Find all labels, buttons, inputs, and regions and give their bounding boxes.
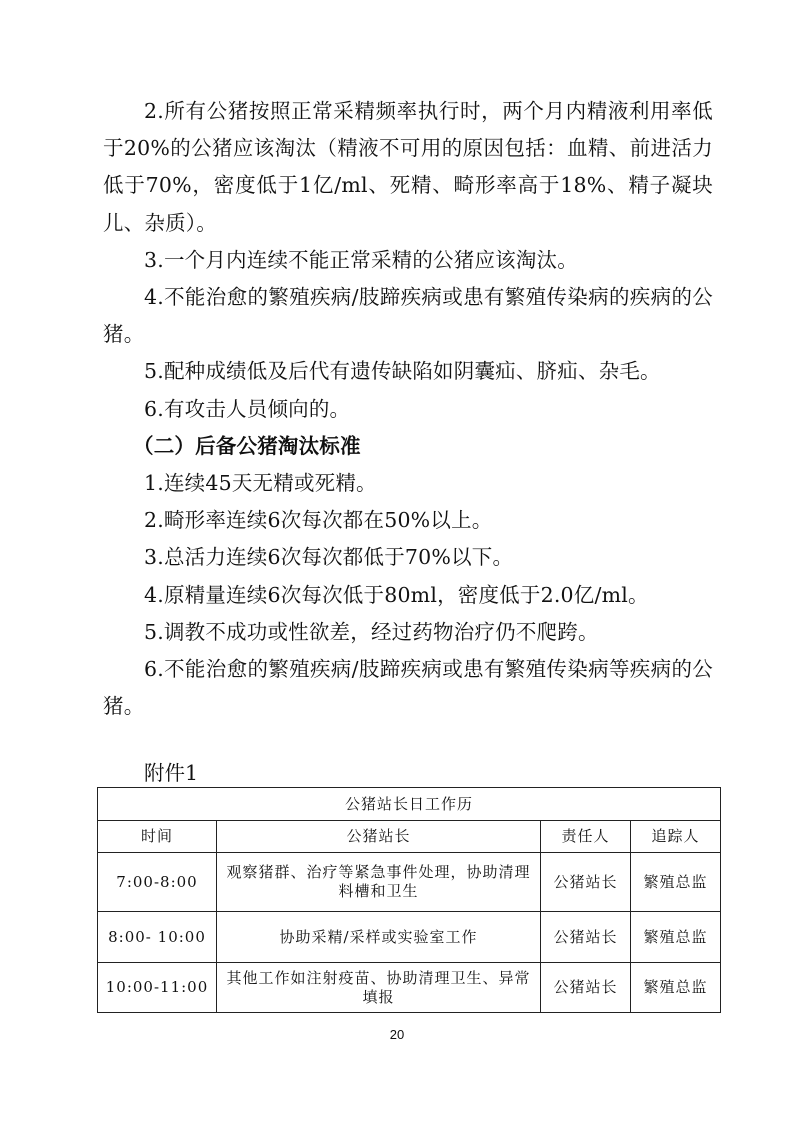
table-row <box>98 963 721 1013</box>
cell-time: 7:00-8:00 <box>98 853 217 912</box>
header-responsible: 责任人 <box>541 821 631 853</box>
cell-task: 其他工作如注射疫苗、协助清理卫生、异常填报 <box>217 963 541 1013</box>
section-item-2: 2.畸形率连续6次每次都在50%以上。 <box>144 508 493 533</box>
section-heading: （二）后备公猪淘汰标准 <box>133 433 361 458</box>
body-text <box>103 93 713 725</box>
table-title-row <box>98 788 721 821</box>
page-number: 20 <box>389 1027 405 1042</box>
cell-responsible: 公猪站长 <box>541 853 631 912</box>
cell-time: 8:00- 10:00 <box>98 912 217 963</box>
paragraph-item-3: 3.一个月内连续不能正常采精的公猪应该淘汰。 <box>144 247 578 272</box>
header-time: 时间 <box>98 821 217 853</box>
cell-task: 协助采精/采样或实验室工作 <box>217 912 541 963</box>
section-item-3: 3.总活力连续6次每次都低于70%以下。 <box>144 545 514 570</box>
cell-responsible: 公猪站长 <box>541 963 631 1013</box>
table-row <box>98 912 721 963</box>
section-item-4: 4.原精量连续6次每次低于80ml，密度低于2.0亿/ml。 <box>144 582 649 607</box>
paragraph-item-6: 6.有攻击人员倾向的。 <box>144 396 351 421</box>
cell-tracker: 繁殖总监 <box>631 853 721 912</box>
cell-time: 10:00-11:00 <box>98 963 217 1013</box>
table-row <box>98 853 721 912</box>
header-station-manager: 公猪站长 <box>217 821 541 853</box>
paragraph-item-5: 5.配种成绩低及后代有遗传缺陷如阴囊疝、脐疝、杂毛。 <box>144 359 661 384</box>
section-item-5: 5.调教不成功或性欲差，经过药物治疗仍不爬跨。 <box>144 619 599 644</box>
cell-responsible: 公猪站长 <box>541 912 631 963</box>
section-item-1: 1.连续45天无精或死精。 <box>144 471 377 496</box>
work-schedule-table <box>97 787 721 1013</box>
cell-tracker: 繁殖总监 <box>631 912 721 963</box>
cell-task: 观察猪群、治疗等紧急事件处理，协助清理料槽和卫生 <box>217 853 541 912</box>
table-header-row <box>98 821 721 853</box>
annex-label: 附件1 <box>144 761 199 785</box>
paragraph-item-4: 4.不能治愈的繁殖疾病/肢蹄疾病或患有繁殖传染病的疾病的公猪。 <box>103 285 713 347</box>
paragraph-item-2: 2.所有公猪按照正常采精频率执行时，两个月内精液利用率低于20%的公猪应该淘汰（精液不可用的原因包括：血精、前进活力低于70%，密度低于1亿/ml、死精、畸形率高于18%、精子凝块儿、杂质）。 <box>103 99 713 235</box>
section-item-6: 6.不能治愈的繁殖疾病/肢蹄疾病或患有繁殖传染病等疾病的公猪。 <box>103 657 713 719</box>
header-tracker: 追踪人 <box>631 821 721 853</box>
cell-tracker: 繁殖总监 <box>631 963 721 1013</box>
table-title: 公猪站长日工作历 <box>98 788 721 821</box>
